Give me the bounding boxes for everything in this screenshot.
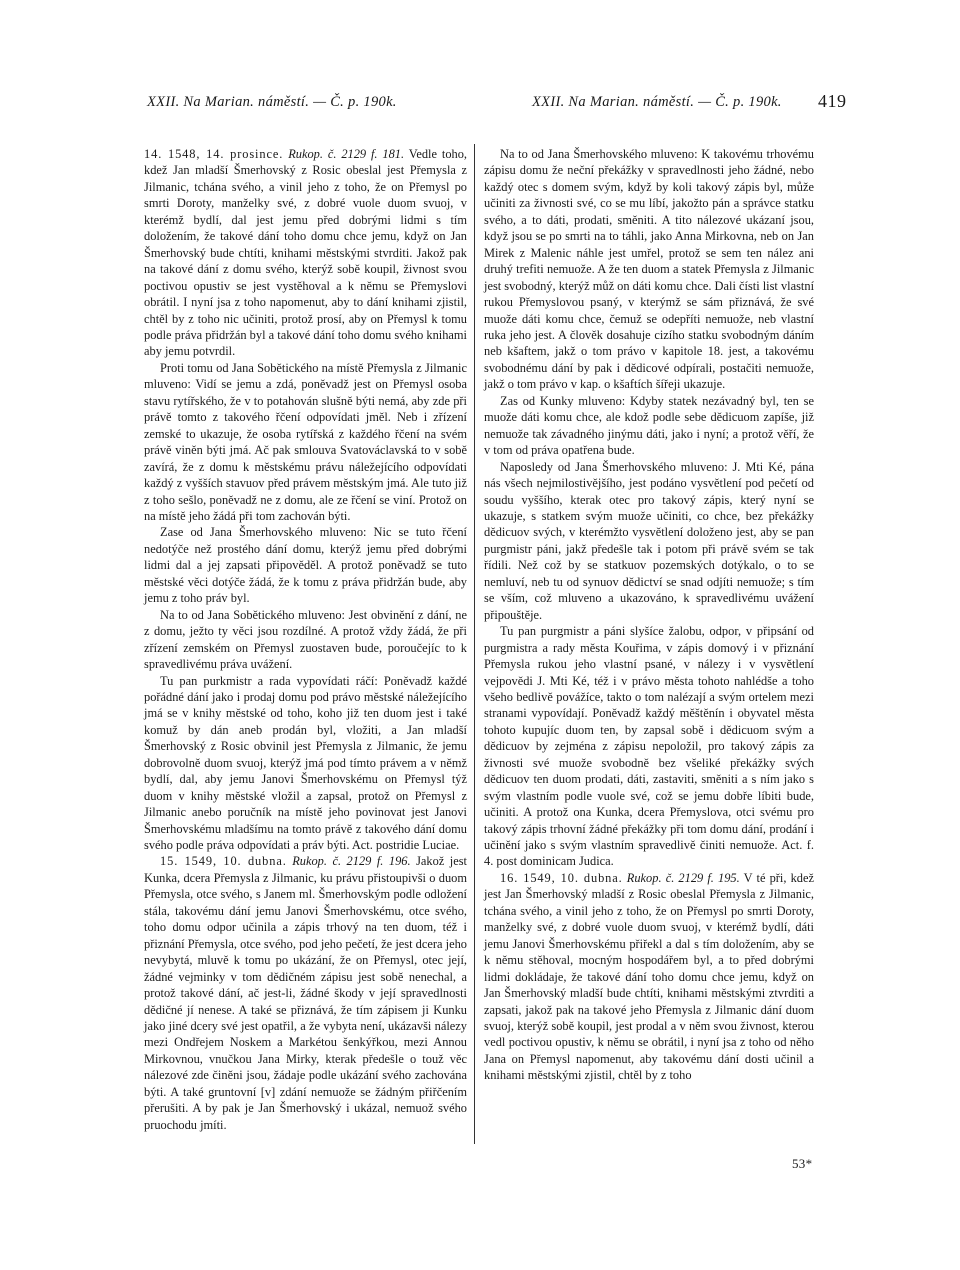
page-number: 419 bbox=[818, 91, 847, 111]
running-header-left: XXII. Na Marian. náměstí. — Č. p. 190k. bbox=[147, 94, 397, 110]
running-header-right: XXII. Na Marian. náměstí. — Č. p. 190k. bbox=[532, 94, 782, 110]
right-column bbox=[484, 146, 814, 1084]
entry-source: Rukop. č. 2129 f. 196. bbox=[292, 854, 411, 869]
entry-body: Vedle toho, kdež Jan mladší Šmerhovský z Rosic obeslal jest Přemysla z Jilmanic, tchána svého, a vinil jeho z toho, že on Přemysl po smrti Doroty, manželky své, z dobré vuole duom svuoj, v kterémž bydlí, dal jest jemu před dobrými lidmi s tím doložením, že takové dání toho domu chce jemu, když on Jan Šmerhovský bude chtíti, knihami městskými stvrditi. Jakož pak na takové dání z domu svého, kterýž sobě koupil, živnost svou poctivou opustiv se jest vystěhoval a k němu se Přemyslovi obrátil. I nyní jsa z toho napomenut, aby to dání knihami zjistil, chtěl by z toho nic učiniti, protož prosí, aby on Přemysl k tomu podle práva přidržán byl a takové dání toho domu svého knihami aby jemu potvrdil. bbox=[144, 147, 468, 359]
paragraph: Zas od Kunky mluveno: Kdyby statek nezávadný byl, ten se muože dáti komu chce, ale kdož podle sebe dědicuom zapíše, již nemuože tak závadného jinýmu dáti, jako i nyní; a protož věří, že v tom od práva opatřena bude. bbox=[484, 393, 814, 458]
entry-heading: 16. 1549, 10. dubna. bbox=[500, 870, 623, 885]
entry-source: Rukop. č. 2129 f. 181. bbox=[288, 147, 405, 161]
entry-body: Jakož jest Kunka, dcera Přemysla z Jilmanic, ku právu přistoupivši o duom Přemysla, otce svého, s Janem ml. Šmerhovským podle odložení stála, takovému dání jemu Janovi Šmerhovskému, otce svého, toho domu odpor učinila a zápis trhový na ten duom, též i přiznání Přemysla, otce svého, pod jeho pečetí, že jest dcera jeho nevybytá, mluvě k tomu po ukázání, že on Přemysl, otec její, žádné vejminky v tom dědičném zápisu jest sobě nenechal, a protož takové dání, ač jest-li, žádné škody v její spravedlnosti dědičné jí nenese. A také se přiznává, že tím zápisem ji Kunku jako jiné dcery své jest opatřil, a že vybyta není, ukázavši nálezy mezi Ondřejem Noskem a Markétou šenkýřkou, mezi Annou Mirkovnou, vnučkou Jana Mirky, kterak předešle o touž věc nálezové zde činěni jsou, žádaje podle ukázání svého zachována býti. A také gruntovní [v] zdání nemuože se žádným přiřčením přerušiti. A by pak je Jan Šmerhovský i ukázal, nemuož svého pruochodu jmíti. bbox=[144, 854, 467, 1132]
entry-16 bbox=[484, 870, 814, 1084]
entry-14 bbox=[144, 146, 467, 360]
paragraph: Na to od Jana Šmerhovského mluveno: K takovému trhovému zápisu domu že neční překážky v spravedlnosti jeho žádné, nebo každý otec s domem svým, když by koli takový zápis byl, může učiniti za živnosti své, co se mu líbí, jakožto pán a správce statku svého, a to dáti, prodati, směniti. A tito nálezové ukázaní jsou, když jsou se po smrti na to táhli, jako Anna Mirkovna, neb on Jan Mirek z Malenic náhle jest umřel, protož se sem ten nález ani druhý trefiti nemuože. A že ten duom a statek Přemysla z Jilmanic jest svobodný, kterýž můž on dáti komu chce. Dali čísti list vlastní rukou Přemyslovou psaný, v kterýmž se sám přiznává, že své muože dáti komu chce, čemuž se odepříti nemuože, neb vlastní ruka jeho jest. A člověk dosahuje cizího statku svobodným dáním neb kšaftem, jakž o tom právo v kapitole 18. jest, a takovému svobodnému dání by pak i dědicové odpírali, postačiti nemuože, jakž o tom právo v kap. o kšaftích šířeji ukazuje. bbox=[484, 147, 815, 392]
entry-body: V té při, kdež jest Jan Šmerhovský mladší z Rosic obeslal Přemysla z Jilmanic, tchána svého, a vinil jeho z toho, že on Přemysl po smrti Doroty, manželky své, z dobré vuole duom svuoj, v kterémž bydlí, dáti jemu Janovi Šmerhovskému přiřekl a dal s tím doložením, aby se k němu stěhoval, mocným hospodářem byl, a to před dobrými lidmi dokládaje, že takové dání toho domu chce jemu, když on Jan Šmerhovský mladší bude chtíti, knihami městskými ztvrditi a zapsati, jakož pak na takové jeho Přemysla z Jilmanic dání duom svuoj, kterýž sobě koupil, jest prodal a v něm svou živnost, kterou vedl poctivou opustiv, k němu se obrátil, i nyní jsa z toho od něho Jana on Přemysl napomenut, aby takovému dání dosti učinil a knihami městskými zjistil, chtěl by z toho bbox=[484, 870, 814, 1083]
entry-source: Rukop. č. 2129 f. 195. bbox=[626, 870, 740, 885]
entry-heading: 15. 1549, 10. dubna. bbox=[160, 854, 287, 869]
entry-15 bbox=[144, 853, 467, 1133]
signature-mark: 53* bbox=[792, 1156, 813, 1171]
entry-heading: 14. 1548, 14. prosince. bbox=[144, 147, 284, 161]
paragraph: Tu pan purkmistr a rada vypovídati ráčí: Poněvadž každé pořádné dání jako i prodaj domu pod právo městské náležejícího jmá se v knihy městské od toho, koho již ten duom jest i také komuž by dán aneb prodán byl, vložiti, a Jan mladší Šmerhovský z Rosic obvinil jest Přemysla z Jilmanic, že jemu dobrovolně duom svuoj, kterýž jmá pod tímto právem a v němž bydlí, dal, aby jemu Janovi Šmerhovskému on Přemysl týž duom v knihy městské vložil a zapsal, protož on Přemysl z Jilmanic anebo poručník na místě jeho povinovat jest Janovi Šmerhovskému mladšímu na tomto právě z takového dání domu svého podle práva odpovídati a práv býti. Act. postridie Luciae. bbox=[144, 673, 467, 853]
left-column bbox=[144, 146, 467, 1133]
column-divider bbox=[474, 144, 475, 1144]
paragraph: Naposledy od Jana Šmerhovského mluveno: J. Mti Ké, pána nás všech nejmilostivějšího, jest podáno vysvětlení pod pečetí od soudu vyššího, kterak otec pro takový zápis, který nyní se ukazuje, s statkem svým muože učiniti, co chce, bez překážky dědicuov svých, v kterémžto vysvětlení doloženo jest, aby se pan purgmistr páni, jakž předešle tak i potom při právě svém se tak řídili. Než což by se statkuov pozemských dotýkalo, o to se nemluví, neb tu od synuov dědictví se snad odjíti nemuože; s tím se vším, což mluveno a ukazováno, k spravedlivému uvážení připouštěje. bbox=[484, 459, 814, 622]
paragraph: Zase od Jana Šmerhovského mluveno: Nic se tuto řčení nedotýče než prostého dání domu, kterýž jemu před dobrými lidmi dal a jej zapsati připověděl. A protož poněvadž se tuto městské věci dotýče žádá, že k tomu z práva přidržán bude, aby jemu z toho práv byl. bbox=[144, 525, 467, 606]
paragraph: Na to od Jana Sobětického mluveno: Jest obvinění z dání, ne z domu, ježto ty věci jsou rozdílné. A protož vždy žádá, že při zřízení zemském on Přemysl zuostaven bude, poroučejíc to k spravedlivému práva uvážení. bbox=[144, 607, 467, 672]
paragraph: Tu pan purgmistr a páni slyšíce žalobu, odpor, v připsání od purgmistra a rady města Kouřima, v zápis domový i v přiznání Přemysla rukou jeho vlastní psané, v nálezy i v vysvětlení vejpovědi J. Mti Ké, též i v právo města tohoto nahlédše a toho všeho bedlivě povážíce, takto o tom nalézají a svým ortelem mezi stranami vypovídají. Poněvadž každý měštěnín i obyvatel města tohoto kupujíc duom ten, by zapsal sobě i dědicuom svým a dědicuov by zejména z zápisu nepoložil, pro takový zápis za živnosti své muože svobodně bez všeliké překážky svých dědicuov ten duom prodati, dáti, zastaviti, směniti a s ním jako s svým vlastním podle vuole své, což se jemu dobře líbiti bude, učiniti. A protož ona Kunka, dcera Přemyslova, otci svému pro takový zápis trhovní žádné překážky při tom domu dání, prodání i učinění jako s svým vlastním spravedlivě činiti nemuože. Act. f. 4. post dominicam Judica. bbox=[484, 624, 814, 869]
paragraph: Proti tomu od Jana Sobětického na místě Přemysla z Jilmanic mluveno: Vidí se jemu a zdá, poněvadž jest on Přemysl osoba stavu rytířského, že v to potahován slušně býti nemá, aby zde při právě tomto z takového řčení odpovídati jměl. Neb i zřízení zemské to ukazuje, že osoba rytířská z každého řčení na svém právě viněn býti jmá. Ač pak smlouva Svatováclavská to v sobě zavírá, že z domu k městskému právu náležejícího odpovídati každý z vyšších stavuov před právem městským jmá. Ale tuto již z toho sešlo, poněvadž ne z domu, ale ze řčení se viní. Protož on na místě jeho žádá při tom zachován býti. bbox=[144, 360, 467, 523]
